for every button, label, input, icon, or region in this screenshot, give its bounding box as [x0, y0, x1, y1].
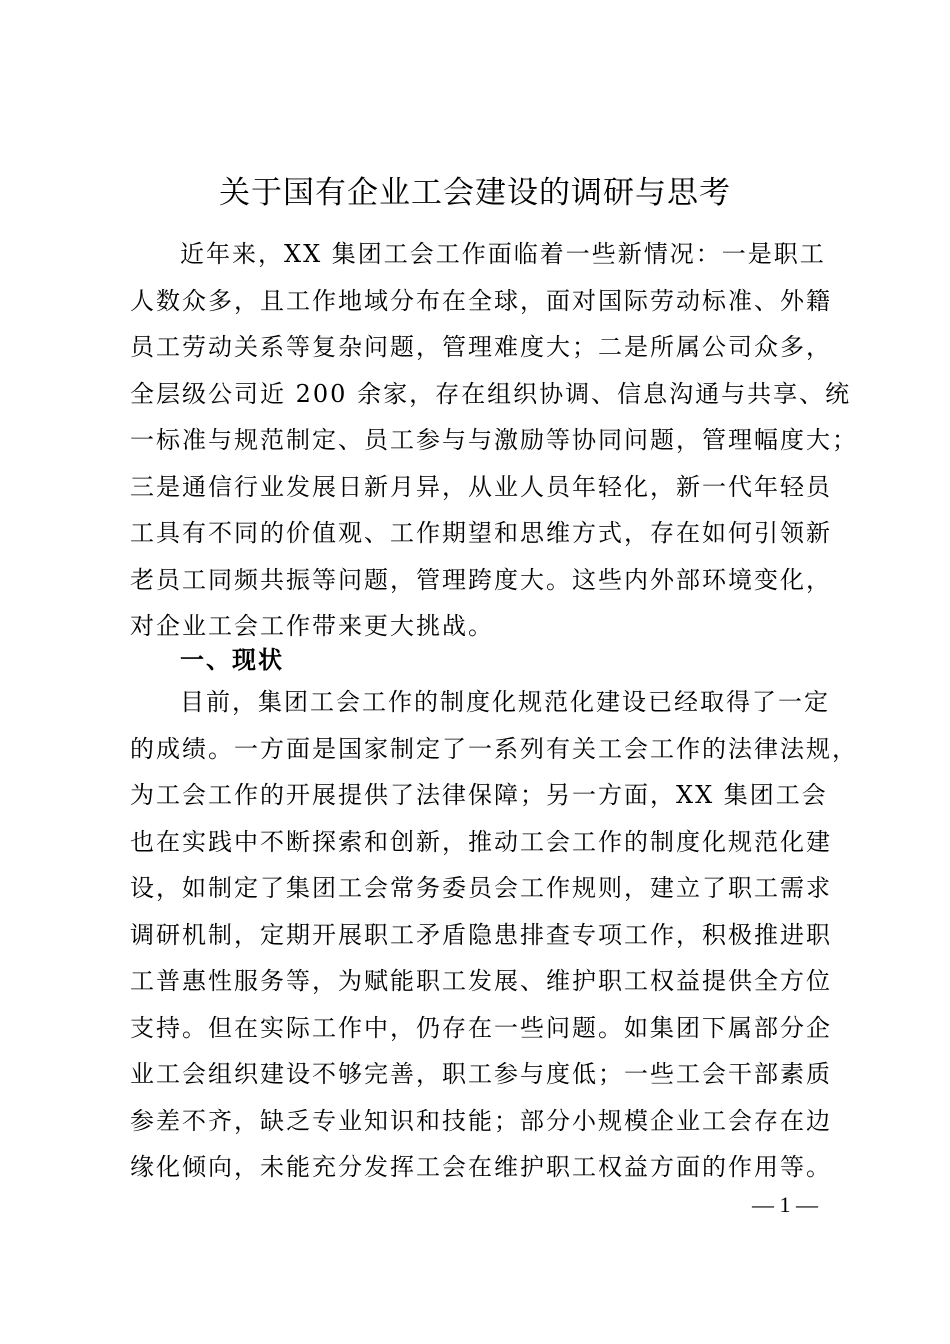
paragraph-line: 一标准与规范制定、员工参与与激励等协同问题，管理幅度大；	[130, 426, 858, 454]
paragraph-line: 参差不齐，缺乏专业知识和技能；部分小规模企业工会存在边	[130, 1106, 832, 1135]
status-paragraph	[130, 679, 858, 1191]
paragraph-line: 三是通信行业发展日新月异，从业人员年轻化，新一代年轻员	[130, 472, 832, 501]
paragraph-line: 设，如制定了集团工会常务委员会工作规则，建立了职工需求	[130, 874, 832, 902]
paragraph-line: 对企业工会工作带来更大挑战。	[130, 612, 494, 640]
paragraph-line: 全层级公司近 200 余家，存在组织协调、信息沟通与共享、统	[130, 379, 852, 408]
document-title: 关于国有企业工会建设的调研与思考	[219, 175, 731, 211]
paragraph-line: 支持。但在实际工作中，仍存在一些问题。如集团下属部分企	[130, 1013, 832, 1042]
paragraph-line: 业工会组织建设不够完善，职工参与度低；一些工会干部素质	[130, 1060, 832, 1088]
paragraph-line: 为工会工作的开展提供了法律保障；另一方面，XX 集团工会	[130, 781, 828, 809]
paragraph-line: 工具有不同的价值观、工作期望和思维方式，存在如何引领新	[130, 519, 832, 547]
paragraph-line: 的成绩。一方面是国家制定了一系列有关工会工作的法律法规，	[130, 734, 858, 763]
paragraph-line: 老员工同频共振等问题，管理跨度大。这些内外部环境变化，	[130, 565, 832, 594]
paragraph-line: 调研机制，定期开展职工矛盾隐患排查专项工作，积极推进职	[130, 920, 832, 949]
paragraph-line: 近年来，XX 集团工会工作面临着一些新情况：一是职工	[180, 240, 826, 268]
paragraph-line: 也在实践中不断探索和创新，推动工会工作的制度化规范化建	[130, 827, 832, 856]
paragraph-line: 缘化倾向，未能充分发挥工会在维护职工权益方面的作用等。	[130, 1153, 832, 1181]
paragraph-line: 人数众多，且工作地域分布在全球，面对国际劳动标准、外籍	[130, 286, 832, 315]
paragraph-line: 工普惠性服务等，为赋能职工发展、维护职工权益提供全方位	[130, 967, 832, 995]
paragraph-line: 员工劳动关系等复杂问题，管理难度大；二是所属公司众多，	[130, 333, 832, 361]
page-number: — 1 —	[752, 1192, 818, 1217]
paragraph-line: 目前，集团工会工作的制度化规范化建设已经取得了一定	[180, 688, 830, 716]
section-heading: 一、现状	[180, 646, 284, 674]
intro-paragraph	[130, 231, 858, 650]
